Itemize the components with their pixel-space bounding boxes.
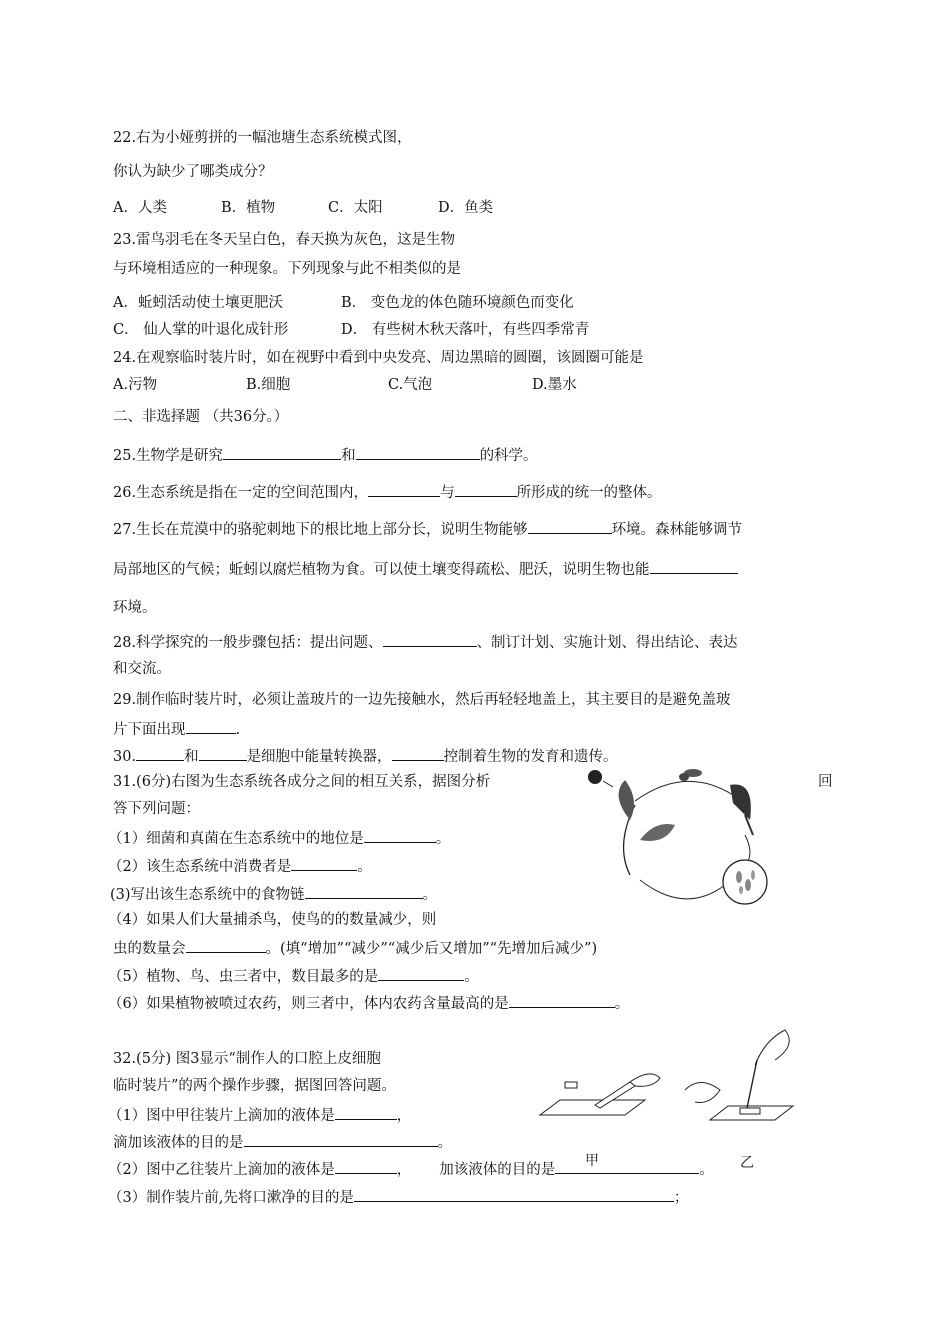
q28-line1 bbox=[113, 631, 738, 653]
q32-blank-4[interactable] bbox=[555, 1158, 699, 1174]
q26-text-a: 26.生态系统是指在一定的空间范围内， bbox=[113, 485, 369, 501]
q31-sub4b: 虫的数量会 。(填“增加”“减少”“减少后又增加”“先增加后减少”) bbox=[113, 937, 597, 959]
q24-option-d[interactable]: D.墨水 bbox=[532, 377, 577, 393]
ecosystem-diagram bbox=[585, 765, 785, 915]
q24-line1: 24.在观察临时装片时，如在视野中看到中央发亮、周边黑暗的圆圈，该圆圈可能是 bbox=[113, 350, 644, 366]
q31-blank-1[interactable] bbox=[364, 827, 436, 843]
q28-text-a: 28.科学探究的一般步骤包括：提出问题、 bbox=[113, 635, 383, 651]
q24-option-c[interactable]: C.气泡 bbox=[388, 377, 433, 393]
q32-sub3: （3）制作装片前,先将口漱净的目的是 ； bbox=[108, 1186, 688, 1208]
q27-line3: 环境。 bbox=[113, 600, 157, 616]
q31-line1-tail: 回 bbox=[818, 774, 833, 790]
q24-options bbox=[113, 375, 577, 395]
q24-option-b[interactable]: B.细胞 bbox=[246, 377, 291, 393]
q25-blank-2[interactable] bbox=[356, 444, 480, 460]
q32-blank-2[interactable] bbox=[244, 1131, 438, 1147]
q23-option-d[interactable]: D． 有些树木秋天落叶，有些四季常青 bbox=[341, 322, 590, 338]
q26-blank-2[interactable] bbox=[455, 481, 517, 497]
q24-option-a[interactable]: A.污物 bbox=[113, 377, 158, 393]
q22-option-d[interactable]: D．鱼类 bbox=[438, 200, 494, 216]
q25-text-c: 的科学。 bbox=[479, 448, 538, 464]
leaf-icon bbox=[640, 824, 675, 841]
bacteria-icon bbox=[723, 860, 767, 904]
q23-option-b[interactable]: B． 变色龙的体色随环境颜色而变化 bbox=[341, 295, 574, 311]
q23-line1: 23.雷鸟羽毛在冬天呈白色，春天换为灰色，这是生物 bbox=[113, 232, 456, 248]
q31-blank-6[interactable] bbox=[509, 992, 615, 1008]
q31-line1: 31.(6分)右图为生态系统各成分之间的相互关系，据图分析 bbox=[113, 774, 491, 790]
q27-line2 bbox=[113, 558, 738, 580]
q32-blank-3[interactable] bbox=[335, 1158, 397, 1174]
q29-line1: 29.制作临时装片时，必须让盖玻片的一边先接触水，然后再轻轻地盖上，其主要目的是避免盖玻 bbox=[113, 692, 731, 708]
q31-sub1: （1）细菌和真菌在生态系统中的地位是 。 bbox=[108, 827, 450, 849]
q28-text-b: 、制订计划、实施计划、得出结论、表达 bbox=[476, 635, 738, 651]
q31-blank-4[interactable] bbox=[186, 937, 266, 953]
q22-option-a[interactable]: A．人类 bbox=[113, 200, 167, 216]
q30-blank-2[interactable] bbox=[199, 745, 247, 761]
q30-text-c: 是细胞中能量转换器， bbox=[246, 749, 392, 765]
q32-line2: 临时装片”的两个操作步骤，据图回答问题。 bbox=[113, 1078, 396, 1094]
q22-line1: 22.右为小娅剪拼的一幅池塘生态系统模式图， bbox=[113, 130, 412, 146]
q30-text-b: 和 bbox=[184, 749, 199, 765]
q25-text-a: 25.生物学是研究 bbox=[113, 448, 224, 464]
q22-options bbox=[113, 198, 493, 218]
q25-text-b: 和 bbox=[341, 448, 356, 464]
q22-line2: 你认为缺少了哪类成分？ bbox=[113, 164, 273, 180]
q29-blank-1[interactable] bbox=[186, 718, 236, 734]
q22-option-b[interactable]: B．植物 bbox=[221, 200, 276, 216]
q29-text-b: 片下面出现 bbox=[113, 722, 186, 738]
q23-option-c[interactable]: C． 仙人掌的叶退化成针形 bbox=[113, 322, 289, 338]
q26-text-b: 与 bbox=[440, 485, 455, 501]
q31-blank-5[interactable] bbox=[378, 965, 464, 981]
q31-blank-2[interactable] bbox=[291, 855, 357, 871]
caterpillar-icon bbox=[679, 769, 702, 781]
q26-text-c: 所形成的统一的整体。 bbox=[516, 485, 662, 501]
q31-sub3: (3)写出该生态系统中的食物链 。 bbox=[110, 883, 437, 905]
q30-blank-1[interactable] bbox=[136, 745, 184, 761]
q29-line2 bbox=[113, 718, 240, 740]
q23-line2: 与环境相适应的一种现象。下列现象与此不相类似的是 bbox=[113, 261, 461, 277]
q32-blank-1[interactable] bbox=[335, 1104, 397, 1120]
q32-line1: 32.(5分) 图3显示“制作人的口腔上皮细胞 bbox=[113, 1051, 381, 1067]
q23-options-cd bbox=[113, 320, 589, 340]
q28-line2: 和交流。 bbox=[113, 661, 171, 677]
q31-sub4a: （4）如果人们大量捕杀鸟，使鸟的的数量减少，则 bbox=[108, 912, 437, 928]
q31-sub5: （5）植物、鸟、虫三者中，数目最多的是 。 bbox=[108, 965, 479, 987]
q31-sub6: （6）如果植物被喷过农药，则三者中，体内农药含量最高的是 。 bbox=[108, 992, 629, 1014]
q30-text-a: 30. bbox=[113, 749, 137, 765]
arrow-plant-insect bbox=[635, 781, 733, 801]
q27-line1 bbox=[113, 518, 742, 540]
q26 bbox=[113, 481, 662, 503]
q28-blank-1[interactable] bbox=[383, 631, 477, 647]
q25 bbox=[113, 444, 538, 466]
q31-line2: 答下列问题： bbox=[113, 801, 200, 817]
q32-blank-5[interactable] bbox=[354, 1186, 674, 1202]
figure-label-yi: 乙 bbox=[740, 1155, 754, 1171]
q27-blank-1[interactable] bbox=[528, 518, 612, 534]
q27-text-b: 环境。森林能够调节 bbox=[611, 522, 743, 538]
section-heading: 二、非选择题 （共36分。） bbox=[113, 409, 289, 425]
q26-blank-1[interactable] bbox=[368, 481, 440, 497]
q27-blank-2[interactable] bbox=[650, 558, 738, 574]
leaf-icon bbox=[619, 780, 634, 820]
figure-label-jia: 甲 bbox=[585, 1153, 599, 1169]
q23-option-a[interactable]: A．蚯蚓活动使土壤更肥沃 bbox=[113, 295, 283, 311]
q25-blank-1[interactable] bbox=[223, 444, 341, 460]
q30-blank-3[interactable] bbox=[392, 745, 444, 761]
q32-sub1b: 滴加该液体的目的是 。 bbox=[113, 1131, 452, 1153]
sun-icon bbox=[588, 770, 613, 787]
q30 bbox=[113, 745, 618, 767]
arrow-plant-decomposer bbox=[640, 880, 725, 899]
q32-sub1a: （1）图中甲往装片上滴加的液体是 ， bbox=[108, 1104, 411, 1126]
figure-jia-dropper-step bbox=[540, 1074, 660, 1115]
slide-preparation-figure bbox=[535, 1020, 815, 1140]
q30-text-d: 控制着生物的发育和遗传。 bbox=[443, 749, 618, 765]
q31-sub2: （2）该生态系统中消费者是 。 bbox=[108, 855, 372, 877]
q27-text-c: 局部地区的气候；蚯蚓以腐烂植物为食。可以使土壤变得疏松、肥沃，说明生物也能 bbox=[113, 562, 650, 578]
q29-text-c: . bbox=[235, 722, 241, 738]
q32-sub2: （2）图中乙往装片上滴加的液体是 ， 加该液体的目的是 。 bbox=[108, 1158, 714, 1180]
figure-yi-coverslip-step bbox=[685, 1030, 793, 1120]
q31-blank-3[interactable] bbox=[305, 883, 423, 899]
q22-option-c[interactable]: C．太阳 bbox=[328, 200, 383, 216]
q23-options-ab bbox=[113, 293, 574, 313]
bird-icon bbox=[730, 784, 753, 835]
q27-text-a: 27.生长在荒漠中的骆驼刺地下的根比地上部分长，说明生物能够 bbox=[113, 522, 528, 538]
